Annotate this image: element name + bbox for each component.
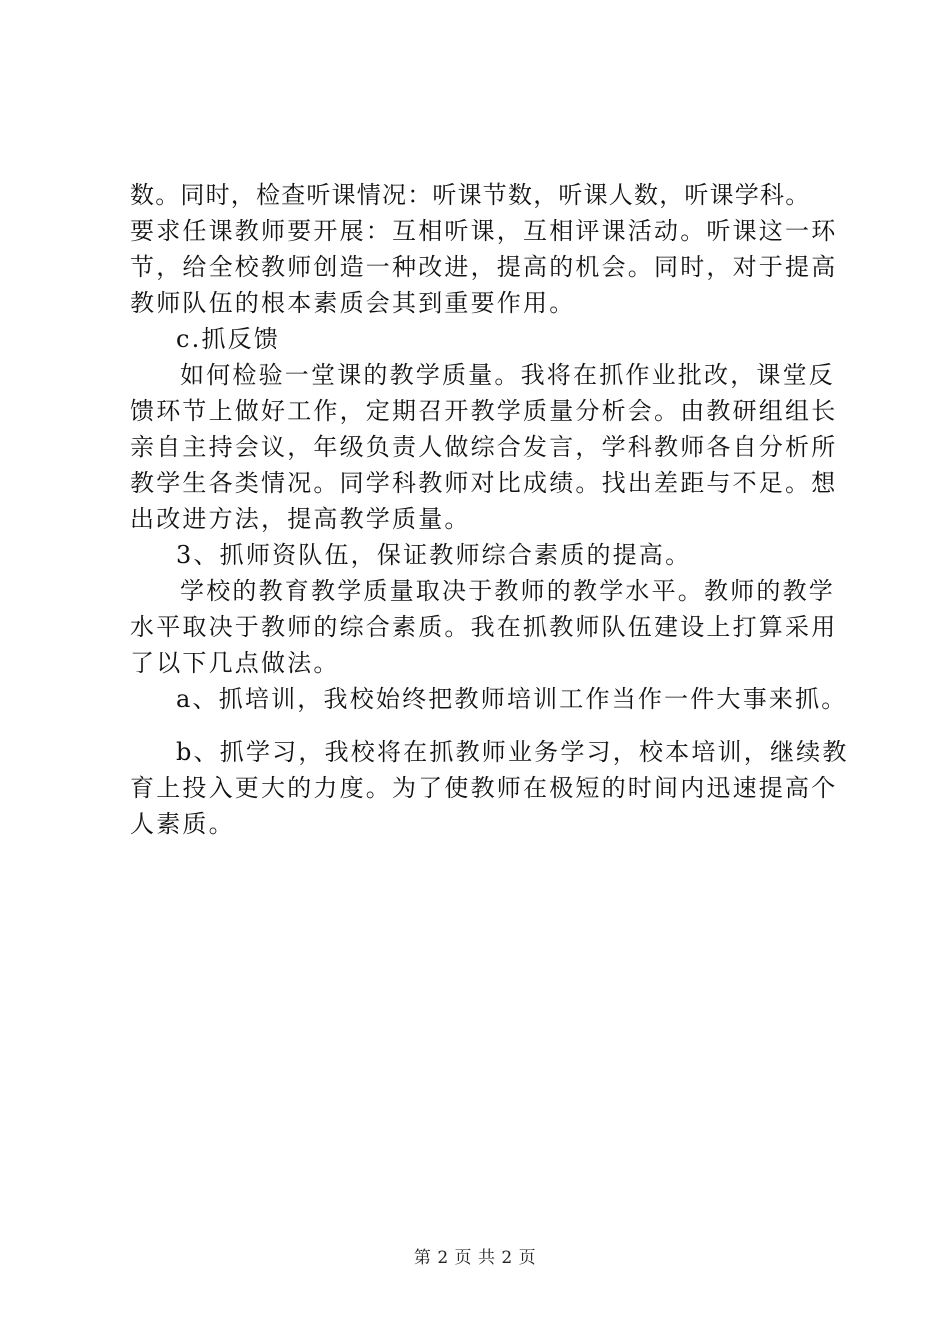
text-line: 育上投入更大的力度。为了使教师在极短的时间内迅速提高个 — [130, 774, 838, 802]
text-line: 教师队伍的根本素质会其到重要作用。 — [130, 289, 576, 317]
text-line: b、抓学习，我校将在抓教师业务学习，校本培训，继续教 — [176, 738, 849, 766]
text-line: 馈环节上做好工作，定期召开教学质量分析会。由教研组组长 — [130, 397, 838, 425]
page-footer: 第 2 页 共 2 页 — [413, 1248, 537, 1268]
text-line: 数。同时，检查听课情况：听课节数，听课人数，听课学科。 — [130, 181, 811, 209]
text-line: 学校的教育教学质量取决于教师的教学水平。教师的教学 — [180, 577, 835, 605]
text-line: a、抓培训，我校始终把教师培训工作当作一件大事来抓。 — [176, 685, 848, 713]
text-line: 节，给全校教师创造一种改进，提高的机会。同时，对于提高 — [130, 253, 838, 281]
text-line: 水平取决于教师的综合素质。我在抓教师队伍建设上打算采用 — [130, 613, 838, 641]
text-line: 了以下几点做法。 — [130, 649, 340, 677]
text-line: 如何检验一堂课的教学质量。我将在抓作业批改，课堂反 — [180, 361, 835, 389]
text-line: 教学生各类情况。同学科教师对比成绩。找出差距与不足。想 — [130, 469, 838, 497]
subheading-line: c.抓反馈 — [176, 325, 281, 353]
text-line: 亲自主持会议，年级负责人做综合发言，学科教师各自分析所 — [130, 433, 838, 461]
text-line: 要求任课教师要开展：互相听课，互相评课活动。听课这一环 — [130, 217, 838, 245]
subheading-line: 3、抓师资队伍，保证教师综合素质的提高。 — [176, 541, 692, 569]
text-line: 人素质。 — [130, 810, 235, 838]
text-line: 出改进方法，提高教学质量。 — [130, 505, 471, 533]
